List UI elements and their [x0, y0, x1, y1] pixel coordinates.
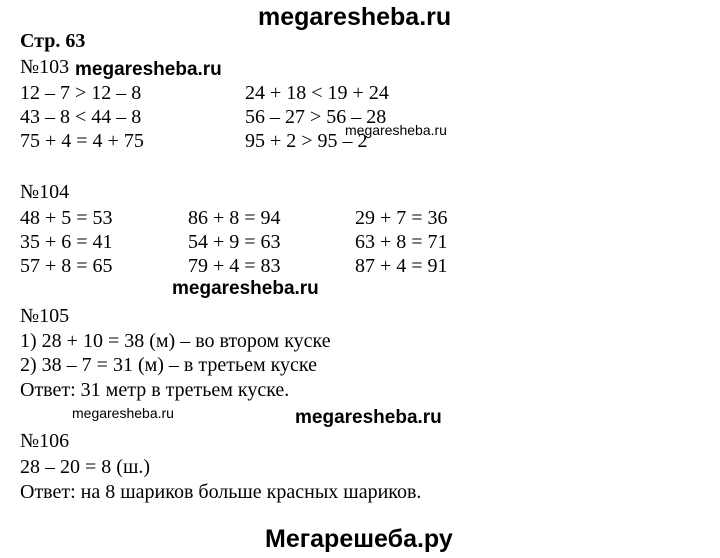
exercise-106-number: №106: [20, 430, 70, 452]
watermark-1: megaresheba.ru: [75, 59, 222, 80]
ex103-row2-right: 56 – 27 > 56 – 28: [245, 106, 387, 128]
page-label: Стр. 63: [20, 30, 86, 52]
ex104-r2-c3: 63 + 8 = 71: [355, 231, 448, 253]
ex104-r3-c3: 87 + 4 = 91: [355, 255, 448, 277]
ex104-r1-c3: 29 + 7 = 36: [355, 207, 448, 229]
exercise-105-number: №105: [20, 305, 70, 327]
ex106-answer: Ответ: на 8 шариков больше красных шариков.: [20, 481, 422, 503]
ex104-r1-c2: 86 + 8 = 94: [188, 207, 281, 229]
ex104-r2-c2: 54 + 9 = 63: [188, 231, 281, 253]
ex105-answer: Ответ: 31 метр в третьем куске.: [20, 379, 290, 401]
ex103-row1-left: 12 – 7 > 12 – 8: [20, 82, 142, 104]
watermark-5: megaresheba.ru: [295, 407, 442, 428]
ex104-r3-c1: 57 + 8 = 65: [20, 255, 113, 277]
watermark-4: megaresheba.ru: [72, 405, 174, 421]
ex103-row2-left: 43 – 8 < 44 – 8: [20, 106, 142, 128]
watermark-header: megaresheba.ru: [258, 3, 452, 31]
exercise-104-number: №104: [20, 181, 70, 203]
ex103-row1-right: 24 + 18 < 19 + 24: [245, 82, 389, 104]
ex105-line1: 1) 28 + 10 = 38 (м) – во втором куске: [20, 330, 331, 352]
ex103-row3-left: 75 + 4 = 4 + 75: [20, 130, 144, 152]
watermark-2: megaresheba.ru: [345, 122, 447, 138]
ex105-line2: 2) 38 – 7 = 31 (м) – в третьем куске: [20, 354, 318, 376]
ex103-row3-right: 95 + 2 > 95 – 2: [245, 130, 368, 152]
watermark-3: megaresheba.ru: [172, 278, 319, 299]
ex104-r3-c2: 79 + 4 = 83: [188, 255, 281, 277]
ex106-line1: 28 – 20 = 8 (ш.): [20, 456, 150, 478]
ex104-r1-c1: 48 + 5 = 53: [20, 207, 113, 229]
exercise-103-number: №103: [20, 56, 70, 78]
footer-watermark: Мегарешеба.ру: [265, 525, 453, 553]
ex104-r2-c1: 35 + 6 = 41: [20, 231, 113, 253]
